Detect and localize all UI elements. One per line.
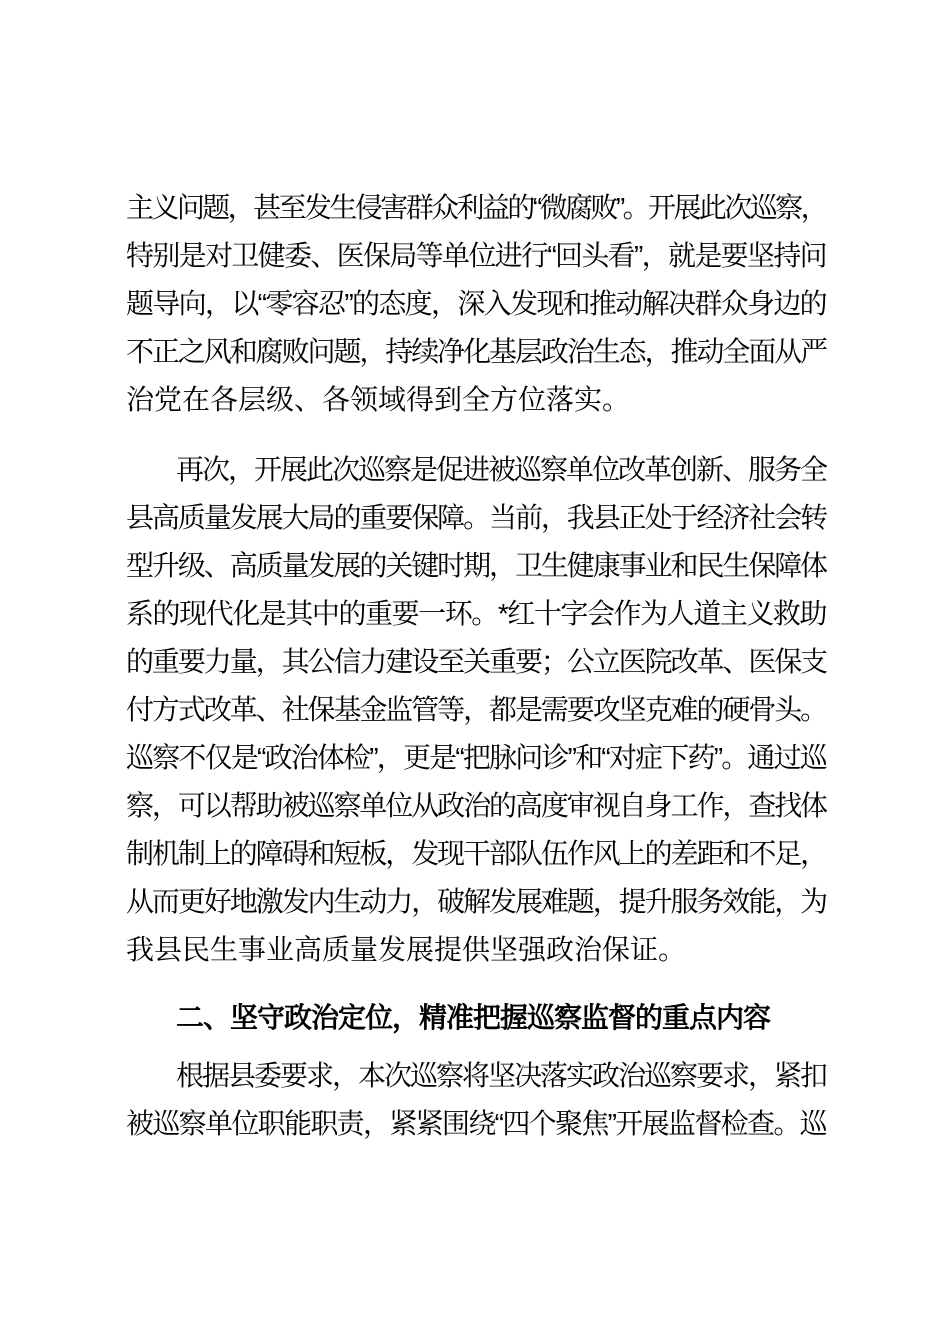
- paragraph-2: [126, 446, 826, 974]
- paragraph-3: [126, 1052, 826, 1148]
- text-line: 制机制上的障碍和短板，发现干部队伍作风上的差距和不足，: [126, 838, 827, 869]
- text-line: 题导向，以“零容忍”的态度，深入发现和推动解决群众身边的: [126, 288, 826, 319]
- text-line: 不正之风和腐败问题，持续净化基层政治生态，推动全面从严: [126, 336, 827, 367]
- text-line: 被巡察单位职能职责，紧紧围绕“四个聚焦”开展监督检查。巡: [126, 1108, 826, 1139]
- text-line: 察，可以帮助被巡察单位从政治的高度审视自身工作，查找体: [126, 790, 827, 821]
- text-line: 根据县委要求，本次巡察将坚决落实政治巡察要求，紧扣: [176, 1060, 827, 1091]
- text-line: 我县民生事业高质量发展提供坚强政治保证。: [126, 934, 687, 965]
- text-line: 治党在各层级、各领域得到全方位落实。: [126, 384, 631, 415]
- text-line: 主义问题，甚至发生侵害群众利益的“微腐败”。开展此次巡察，: [126, 192, 826, 223]
- paragraph-1: [126, 184, 826, 424]
- text-line: 县高质量发展大局的重要保障。当前，我县正处于经济社会转: [126, 502, 827, 533]
- text-line: 付方式改革、社保基金监管等，都是需要攻坚克难的硬骨头。: [126, 694, 827, 725]
- document-content: [126, 184, 826, 1148]
- text-line: 型升级、高质量发展的关键时期，卫生健康事业和民生保障体: [126, 550, 827, 581]
- text-line: 特别是对卫健委、医保局等单位进行“回头看”，就是要坚持问: [126, 240, 826, 271]
- section-heading: 二、坚守政治定位，精准把握巡察监督的重点内容: [176, 1002, 771, 1033]
- text-line: 的重要力量，其公信力建设至关重要；公立医院改革、医保支: [126, 646, 827, 677]
- text-line: 从而更好地激发内生动力，破解发展难题，提升服务效能，为: [126, 886, 827, 917]
- text-line: 巡察不仅是“政治体检”，更是“把脉问诊”和“对症下药”。通过巡: [126, 742, 826, 773]
- text-line: 再次，开展此次巡察是促进被巡察单位改革创新、服务全: [176, 454, 827, 485]
- text-line: 系的现代化是其中的重要一环。*红十字会作为人道主义救助: [126, 598, 827, 629]
